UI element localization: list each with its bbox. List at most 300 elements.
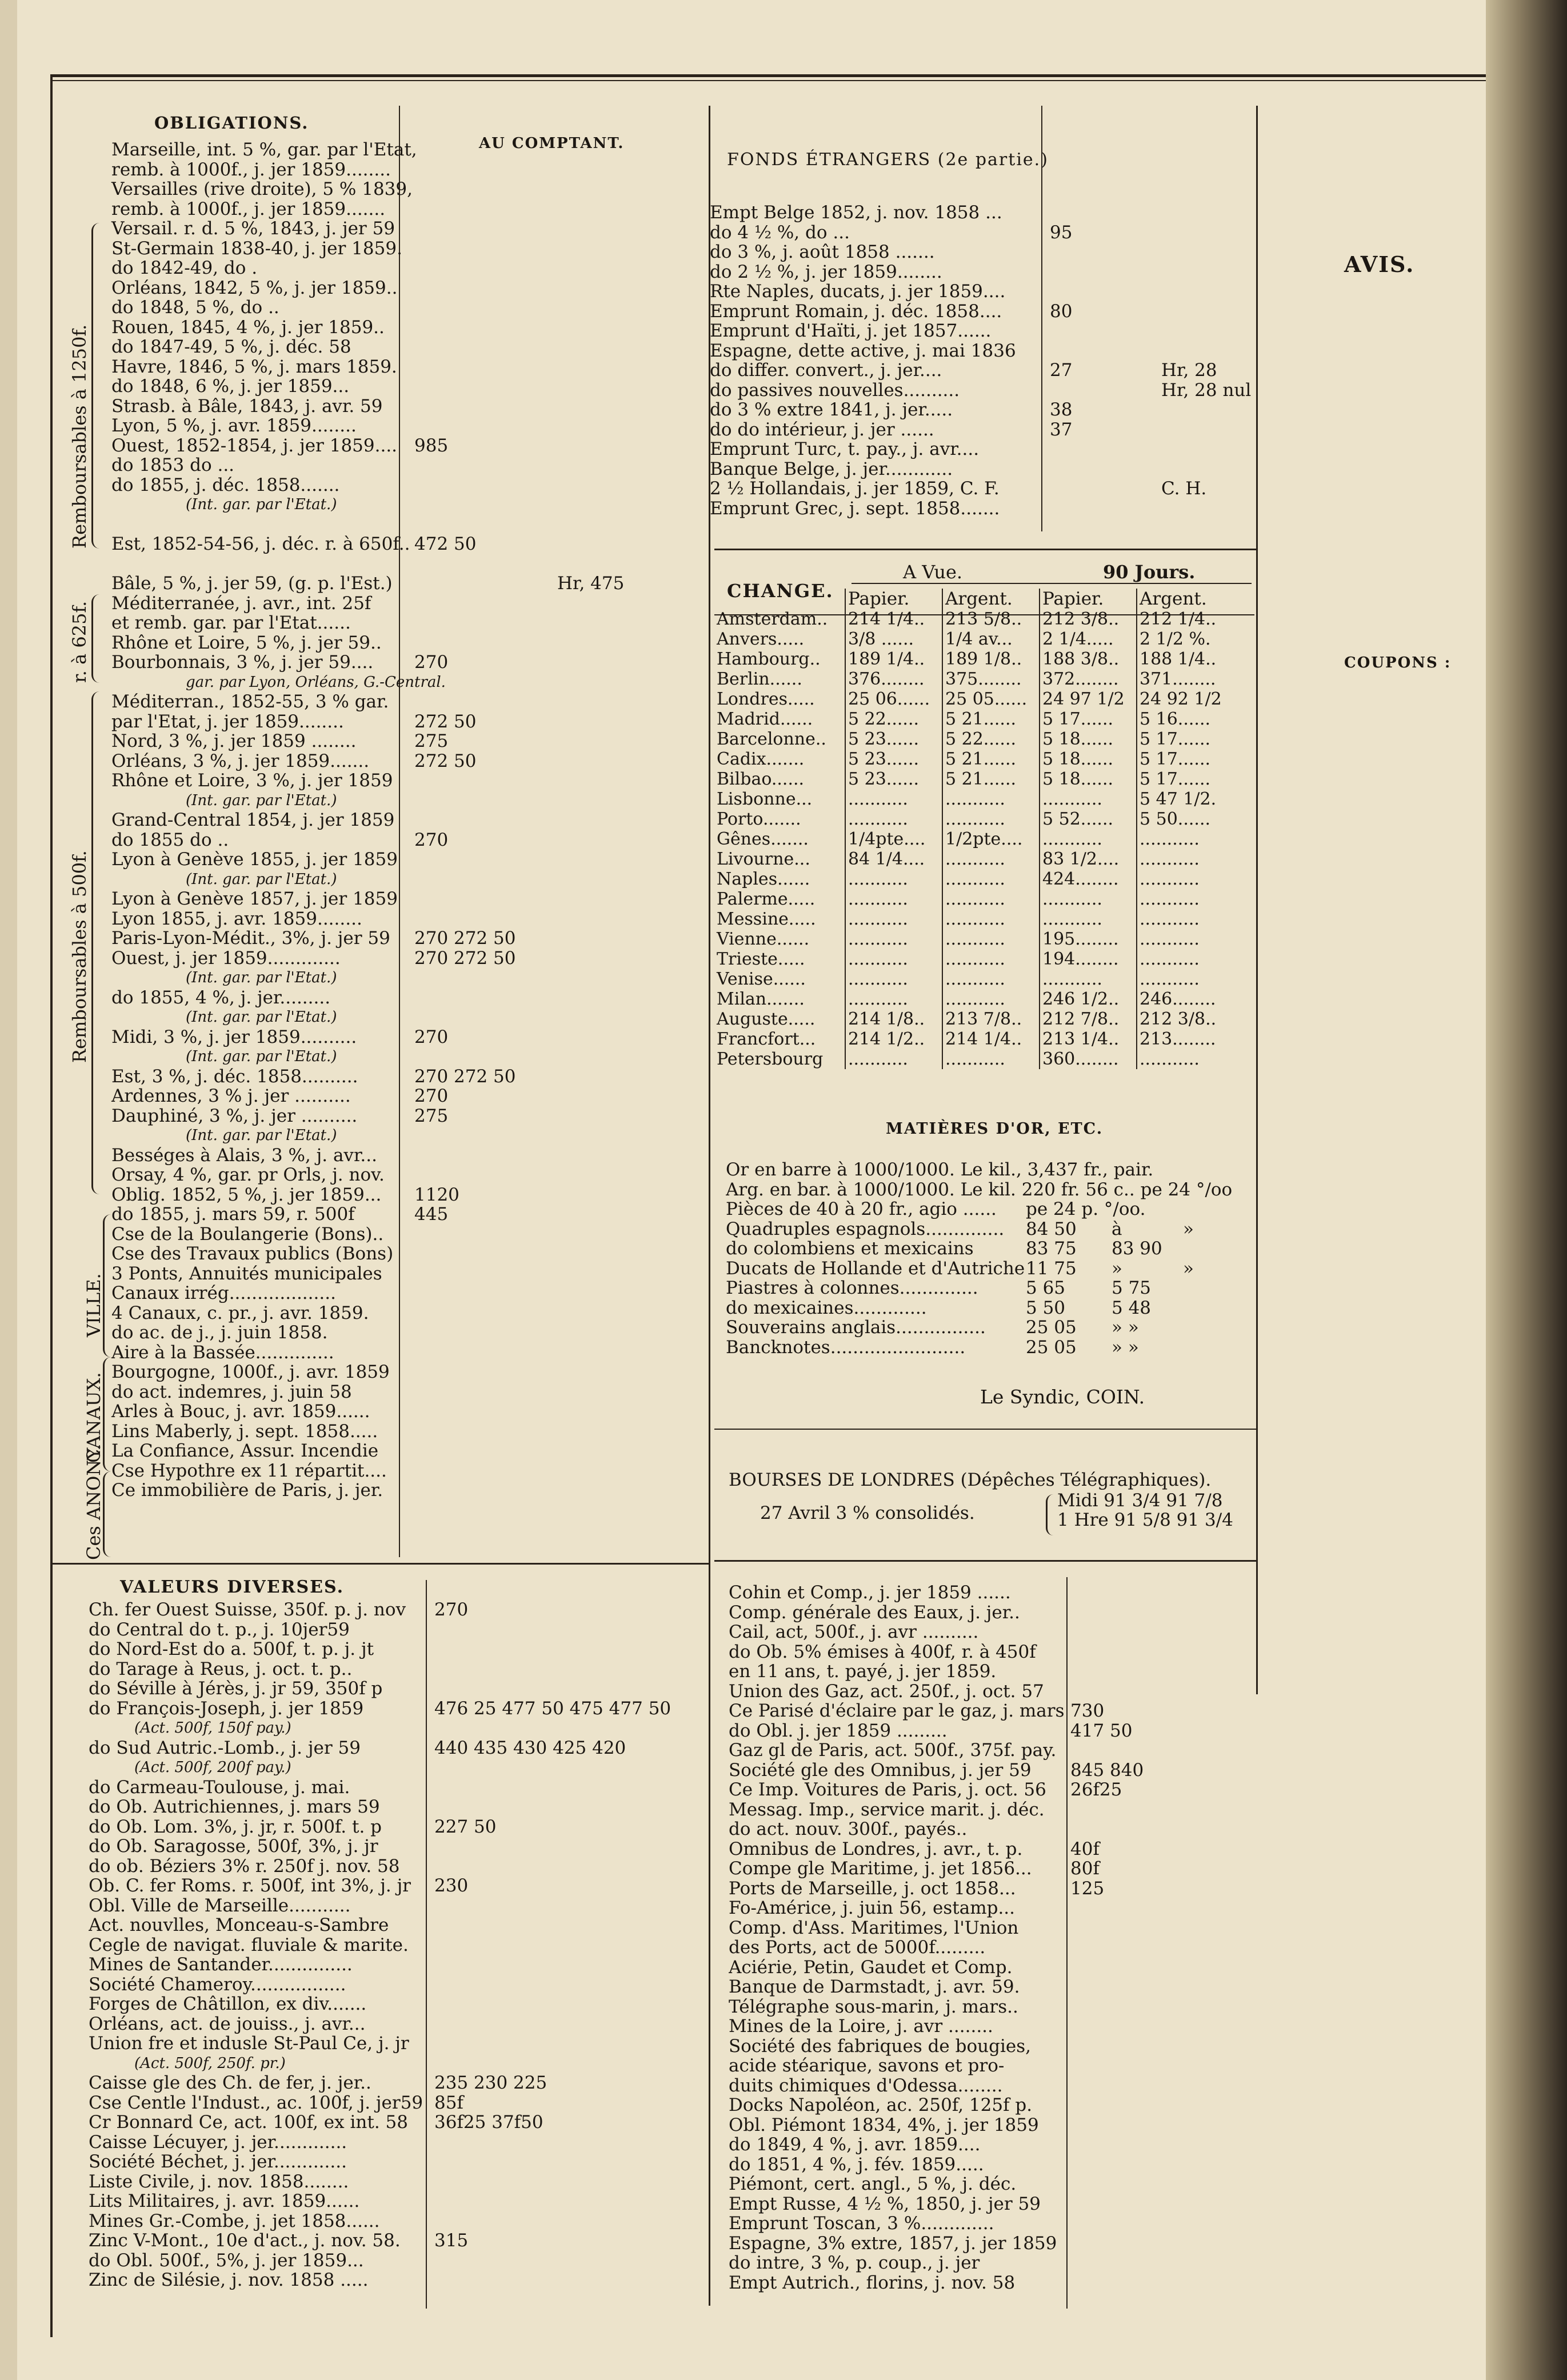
divers-row-value: 417 50 <box>1070 1721 1133 1741</box>
obligation-row-label: do 1842-49, do . <box>111 258 258 278</box>
valeur-row-label: do Obl. 500f., 5%, j. jer 1859... <box>89 2250 364 2270</box>
valeur-row-value: 235 230 225 <box>434 2073 547 2093</box>
obligation-row <box>71 692 706 712</box>
divers-row-label: Empt Autrich., florins, j. nov. 58 <box>729 2273 1016 2293</box>
obligation-row <box>71 298 706 318</box>
change-rate: 194........ <box>1040 949 1137 969</box>
change-rate: 213........ <box>1137 1029 1233 1049</box>
side-label-625: r. à 625f. <box>69 601 90 683</box>
matiere-value: » <box>1183 1258 1194 1278</box>
change-rate: ........... <box>1040 969 1137 989</box>
divers-row <box>729 2253 1254 2273</box>
change-row <box>714 909 1233 929</box>
obligation-row <box>71 574 706 594</box>
obligation-row-label: Versailles (rive droite), 5 % 1839, <box>111 179 413 199</box>
change-rate: ........... <box>942 969 1040 989</box>
change-rate: ........... <box>942 869 1040 889</box>
valeur-row-label: do Ob. Autrichiennes, j. mars 59 <box>89 1797 380 1817</box>
divers-row-label: Société gle des Omnibus, j. jer 59 <box>729 1760 1032 1780</box>
obligation-row-value: 270 272 50 <box>414 1066 516 1086</box>
change-rate: ........... <box>942 929 1040 949</box>
obligation-row-label: Paris-Lyon-Médit., 3%, j. jer 59 <box>111 929 390 949</box>
obligation-row <box>71 1461 706 1481</box>
divers-row-value: 730 <box>1070 1701 1105 1721</box>
change-row <box>714 829 1233 849</box>
change-rate: ........... <box>845 969 942 989</box>
obligation-row <box>71 1441 706 1461</box>
obligation-row <box>71 1382 706 1402</box>
obligation-row-value: 270 <box>414 1027 449 1047</box>
obligation-row-label: Rouen, 1845, 4 %, j. jer 1859.. <box>111 317 385 337</box>
divers-row-label: Compe gle Maritime, j. jet 1856... <box>729 1859 1032 1879</box>
fonds-row-label: do do intérieur, j. jer ...... <box>710 419 934 439</box>
change-rate: ........... <box>942 789 1040 809</box>
obligation-row <box>71 909 706 929</box>
obligation-row-label: Lyon, 5 %, j. avr. 1859........ <box>111 416 357 436</box>
valeur-row-label: Société Chameroy................. <box>89 1974 346 1994</box>
change-rate: 5 21...... <box>942 749 1040 769</box>
change-rate: 246 1/2.. <box>1040 989 1137 1009</box>
change-rate: 372........ <box>1040 669 1137 689</box>
obligation-row-label: Dauphiné, 3 %, j. jer .......... <box>111 1106 358 1126</box>
divers-row <box>729 2174 1254 2194</box>
obligation-row <box>71 534 706 554</box>
obligation-row <box>71 1343 706 1363</box>
divers-row-label: Obl. Piémont 1834, 4%, j. jer 1859 <box>729 2115 1039 2135</box>
divers-row-label: Ce Parisé d'éclaire par le gaz, j. mars <box>729 1701 1065 1721</box>
fonds-row <box>710 282 1253 302</box>
fonds-row-label: 2 ½ Hollandais, j. jer 1859, C. F. <box>710 479 1000 499</box>
valeur-row-label: Caisse Lécuyer, j. jer............. <box>89 2132 347 2152</box>
change-rate: ........... <box>1137 869 1233 889</box>
change-rate: ........... <box>1040 829 1137 849</box>
obligation-row-label: Rhône et Loire, 3 %, j. jer 1859 <box>111 771 393 791</box>
divers-row <box>729 2234 1254 2254</box>
divers-row-label: Empt Russe, 4 ½ %, 1850, j. jer 59 <box>729 2194 1041 2214</box>
fonds-row-label: Banque Belge, j. jer............ <box>710 459 953 479</box>
fonds-etrangers-title: FONDS ÉTRANGERS (2e partie.) <box>727 150 1049 170</box>
matiere-row <box>726 1239 1252 1259</box>
fonds-row-extra: Hr, 28 nul <box>1161 380 1252 400</box>
divers-row-label: Espagne, 3% extre, 1857, j. jer 1859 <box>729 2233 1057 2253</box>
change-row <box>714 769 1233 789</box>
change-rate: 5 22...... <box>845 709 942 729</box>
obligation-row-value: 270 272 50 <box>414 929 516 949</box>
change-rate: 5 18...... <box>1040 749 1137 769</box>
obligation-row <box>71 1362 706 1382</box>
valeur-row-label: Lits Militaires, j. avr. 1859...... <box>89 2191 360 2211</box>
change-place: Messine..... <box>717 909 816 929</box>
change-rate: ........... <box>845 869 942 889</box>
change-place: Lisbonne... <box>717 789 813 809</box>
change-rate: ........... <box>845 789 942 809</box>
change-title: CHANGE. <box>727 580 834 602</box>
valeur-row-label: Société Béchet, j. jer............. <box>89 2152 347 2172</box>
change-row <box>714 1029 1233 1049</box>
change-place: Naples...... <box>717 869 810 889</box>
change-rate: 188 1/4.. <box>1137 649 1233 669</box>
fonds-row-label: Emprunt Grec, j. sept. 1858....... <box>710 498 1000 518</box>
divers-row <box>729 1997 1254 2017</box>
change-rate: 195........ <box>1040 929 1137 949</box>
fonds-row <box>710 262 1253 282</box>
obligation-row-label: Ardennes, 3 % j. jer .......... <box>111 1086 351 1106</box>
obligation-row-label: Orléans, 3 %, j. jer 1859....... <box>111 751 370 771</box>
obligation-row-label: Marseille, int. 5 %, gar. par l'Etat, <box>111 140 417 160</box>
change-rate: 212 3/8.. <box>1040 609 1137 629</box>
obligation-row-value: 445 <box>414 1205 449 1225</box>
obligation-row <box>71 810 706 830</box>
obligation-row-label: (Int. gar. par l'Etat.) <box>186 1009 337 1026</box>
valeur-row-label: do Sud Autric.-Lomb., j. jer 59 <box>89 1738 361 1758</box>
change-place: Bilbao...... <box>717 769 805 789</box>
divers-row <box>729 1879 1254 1899</box>
obligation-row-label: Cse des Travaux publics (Bons) <box>111 1244 394 1264</box>
change-rate: ........... <box>845 989 942 1009</box>
change-rate: 5 22...... <box>942 729 1040 749</box>
divers-row-label: en 11 ans, t. payé, j. jer 1859. <box>729 1662 997 1682</box>
matiere-label: Ducats de Hollande et d'Autriche <box>726 1258 1025 1278</box>
matiere-row <box>726 1318 1252 1338</box>
change-rate: 212 1/4.. <box>1137 609 1233 629</box>
obligation-row-label: 4 Canaux, c. pr., j. avr. 1859. <box>111 1303 369 1323</box>
matiere-value: pe 24 p. °/oo. <box>1026 1199 1146 1219</box>
divers-row-label: Télégraphe sous-marin, j. mars.. <box>729 1997 1018 2017</box>
top-rule <box>51 74 1486 77</box>
change-rate: 213 7/8.. <box>942 1009 1040 1029</box>
valeur-row-label: Mines Gr.-Combe, j. jet 1858...... <box>89 2211 380 2231</box>
matiere-value: 11 75 <box>1026 1258 1077 1278</box>
valeur-row <box>89 1778 706 1798</box>
change-row <box>714 809 1233 829</box>
change-place: Berlin...... <box>717 669 802 689</box>
change-place: Venise...... <box>717 969 806 989</box>
side-label-500: Remboursables à 500f. <box>69 850 90 1063</box>
fonds-row-value: 37 <box>1050 419 1073 439</box>
obligation-row <box>71 653 706 673</box>
change-rate: 188 3/8.. <box>1040 649 1137 669</box>
obligation-row-value: 272 50 <box>414 751 477 771</box>
divers-row <box>729 2115 1254 2135</box>
obligation-row <box>71 1165 706 1185</box>
obligation-row <box>71 1007 706 1027</box>
obligations-list <box>71 140 706 1501</box>
obligation-row-label: remb. à 1000f., j. jer 1859....... <box>111 199 386 219</box>
fonds-row <box>710 420 1253 440</box>
obligation-row-value: 270 <box>414 653 449 673</box>
valeur-row <box>89 1837 706 1857</box>
matiere-row <box>726 1160 1252 1180</box>
obligation-row-label: Bességes à Alais, 3 %, j. avr... <box>111 1145 377 1165</box>
divers-row-value: 26f25 <box>1070 1780 1122 1800</box>
change-place: Anvers..... <box>717 629 805 649</box>
obligation-row-label: (Int. gar. par l'Etat.) <box>186 870 337 888</box>
matiere-value: à <box>1112 1219 1122 1239</box>
change-rate: 5 52...... <box>1040 809 1137 829</box>
obligation-row <box>71 633 706 653</box>
obligation-row-value: 472 50 <box>414 534 477 554</box>
obligation-row-label: do 1848, 5 %, do .. <box>111 298 279 318</box>
divers-row-label: Docks Napoléon, ac. 250f, 125f p. <box>729 2095 1033 2115</box>
change-rate: 375........ <box>942 669 1040 689</box>
change-rate: 360........ <box>1040 1049 1137 1069</box>
divers-row <box>729 2056 1254 2076</box>
obligation-row <box>71 1264 706 1284</box>
fonds-row-label: do differ. convert., j. jer.... <box>710 361 942 381</box>
fonds-row <box>710 439 1253 459</box>
obligation-row <box>71 1067 706 1087</box>
divers-row-label: do act. nouv. 300f., payés.. <box>729 1819 968 1839</box>
matiere-label: Arg. en bar. à 1000/1000. Le kil. 220 fr. 56 c.. pe 24 °/oo <box>726 1179 1233 1199</box>
obligation-row-label: (Int. gar. par l'Etat.) <box>186 1127 337 1144</box>
valeur-row-label: (Act. 500f, 250f. pr.) <box>134 2054 286 2072</box>
fonds-row <box>710 459 1253 479</box>
divers-row-label: Piémont, cert. angl., 5 %, j. déc. <box>729 2174 1017 2194</box>
fonds-row <box>710 381 1253 401</box>
valeur-row-label: Cegle de navigat. fluviale & marite. <box>89 1935 409 1955</box>
obligation-row <box>71 1422 706 1442</box>
change-rate: 24 97 1/2 <box>1040 689 1137 709</box>
obligation-row-value: 985 <box>414 435 449 455</box>
change-rate: 5 17...... <box>1137 729 1233 749</box>
change-subheader-papier-vue: Papier. <box>845 589 942 609</box>
valeur-row <box>89 1797 706 1817</box>
valeur-row <box>89 1994 706 2014</box>
obligation-row-label: gar. par Lyon, Orléans, G.-Central. <box>186 673 446 691</box>
change-rate: 5 23...... <box>845 729 942 749</box>
change-row <box>714 689 1233 709</box>
change-rate: 5 16...... <box>1137 709 1233 729</box>
valeur-row-value: 270 <box>434 1600 469 1620</box>
obligation-row <box>71 988 706 1008</box>
matiere-value: 83 75 <box>1026 1239 1077 1259</box>
obligation-row <box>71 1244 706 1264</box>
valeur-row <box>89 1679 706 1699</box>
obligation-row <box>71 613 706 633</box>
obligation-row-label: do ac. de j., j. juin 1858. <box>111 1323 328 1343</box>
divers-row-label: Société des fabriques de bougies, <box>729 2036 1031 2056</box>
divers-row-label: acide stéarique, savons et pro- <box>729 2056 1005 2076</box>
obligation-row <box>71 515 706 535</box>
matiere-value: 83 90 <box>1112 1239 1162 1259</box>
obligation-row-label: Grand-Central 1854, j. jer 1859 <box>111 810 395 830</box>
obligation-row-label: Strasb. à Bâle, 1843, j. avr. 59 <box>111 396 383 416</box>
obligation-row <box>71 791 706 811</box>
change-rate: 24 92 1/2 <box>1137 689 1233 709</box>
divers-row-label: Comp. générale des Eaux, j. jer.. <box>729 1602 1020 1622</box>
valeur-row <box>89 2191 706 2211</box>
fonds-row-label: do 4 ½ %, do ... <box>710 222 850 242</box>
change-rate: 424........ <box>1040 869 1137 889</box>
change-rate: ........... <box>942 1049 1040 1069</box>
change-subheader-row <box>714 589 1233 609</box>
au-comptant-header: AU COMPTANT. <box>479 135 625 152</box>
valeur-row-value: 230 <box>434 1876 469 1896</box>
valeur-row <box>89 2073 706 2093</box>
fonds-row-extra: C. H. <box>1161 479 1207 499</box>
obligation-row-label: Bourgogne, 1000f., j. avr. 1859 <box>111 1362 390 1382</box>
valeur-row <box>89 1639 706 1659</box>
change-rate: ........... <box>1137 829 1233 849</box>
obligation-row-label: Aire à la Bassée.............. <box>111 1342 334 1362</box>
change-rate: ........... <box>845 889 942 909</box>
matiere-row <box>726 1219 1252 1239</box>
obligation-row-label: (Int. gar. par l'Etat.) <box>186 969 337 986</box>
obligation-row <box>71 495 706 515</box>
divers-row <box>729 1859 1254 1879</box>
divers-row <box>729 1839 1254 1859</box>
obligation-row <box>71 594 706 614</box>
valeur-row-label: Caisse gle des Ch. de fer, j. jer.. <box>89 2073 371 2093</box>
change-rate: 1/4pte.... <box>845 829 942 849</box>
change-row <box>714 609 1233 629</box>
valeur-row <box>89 2093 706 2113</box>
obligation-row <box>71 850 706 870</box>
divers-row <box>729 2095 1254 2115</box>
valeur-row-value: 315 <box>434 2231 469 2251</box>
change-rate: 371........ <box>1137 669 1233 689</box>
divers-row <box>729 1938 1254 1958</box>
matiere-label: Souverains anglais................ <box>726 1318 986 1338</box>
valeur-row <box>89 1738 706 1758</box>
change-row <box>714 1049 1233 1069</box>
top-rule-thin <box>51 80 1486 81</box>
valeur-row-value: 227 50 <box>434 1817 497 1837</box>
matiere-label: do colombiens et mexicains <box>726 1239 974 1259</box>
fonds-row-label: Espagne, dette active, j. mai 1836 <box>710 341 1016 361</box>
obligation-row <box>71 830 706 850</box>
valeur-row <box>89 2034 706 2054</box>
obligation-row-label: Canaux irrég................... <box>111 1283 336 1303</box>
londres-title: BOURSES DE LONDRES (Dépêches Télégraphiques). <box>729 1470 1212 1490</box>
divers-row <box>729 1958 1254 1978</box>
coupons-header: COUPONS : <box>1344 654 1452 671</box>
obligation-row <box>71 1106 706 1126</box>
change-subheader-argent-vue: Argent. <box>942 589 1040 609</box>
valeur-row-label: do Ob. Lom. 3%, j. jr, r. 500f. t. p <box>89 1817 382 1837</box>
divers-row <box>729 1583 1254 1603</box>
change-rate: 5 21...... <box>942 769 1040 789</box>
obligation-row-label: do 1855, 4 %, j. jer......... <box>111 987 331 1007</box>
valeur-row-label: Ob. C. fer Roms. r. 500f, int 3%, j. jr <box>89 1876 411 1896</box>
valeur-row <box>89 1876 706 1896</box>
valeur-row-label: do Séville à Jérès, j. jr 59, 350f p <box>89 1679 383 1699</box>
obligation-row-label: Rhône et Loire, 5 %, j. jer 59.. <box>111 633 382 653</box>
obligation-row <box>71 455 706 475</box>
change-rate: 212 7/8.. <box>1040 1009 1137 1029</box>
change-place: Londres..... <box>717 689 815 709</box>
obligation-row-value: 275 <box>414 1106 449 1126</box>
obligation-row <box>71 179 706 199</box>
fonds-row-label: Emprunt Turc, t. pay., j. avr.... <box>710 439 980 459</box>
matiere-value: 5 65 <box>1026 1278 1066 1298</box>
divers-row <box>729 1682 1254 1702</box>
section-rule-right-b <box>714 1429 1256 1430</box>
divers-row-label: Mines de la Loire, j. avr ........ <box>729 2017 993 2037</box>
matiere-row <box>726 1298 1252 1318</box>
matiere-row <box>726 1338 1252 1358</box>
matiere-value: 25 05 <box>1026 1318 1077 1338</box>
change-place: Petersbourg <box>717 1049 824 1069</box>
valeur-row-value: 85f <box>434 2093 463 2113</box>
divers-row-label: Fo-Américe, j. juin 56, estamp... <box>729 1898 1016 1918</box>
change-rate: 5 23...... <box>845 769 942 789</box>
matiere-value: 84 50 <box>1026 1219 1077 1239</box>
change-rate: ........... <box>942 909 1040 929</box>
divers-row <box>729 2273 1254 2293</box>
valeur-row <box>89 1975 706 1995</box>
side-label-anony: Ces ANONY. <box>83 1444 105 1560</box>
change-rate: 5 18...... <box>1040 729 1137 749</box>
valeur-row <box>89 2172 706 2192</box>
obligation-row-extra: Hr, 475 <box>557 574 625 594</box>
change-row <box>714 789 1233 809</box>
divers-row-label: do Obl. j. jer 1859 ......... <box>729 1721 948 1741</box>
obligation-row-label: Lyon à Genève 1855, j. jer 1859 <box>111 850 398 870</box>
fonds-row <box>710 400 1253 420</box>
obligation-row-label: Lyon à Genève 1857, j. jer 1859 <box>111 889 398 909</box>
divers-row <box>729 1603 1254 1623</box>
obligation-row-label: do 1855, j. mars 59, r. 500f <box>111 1205 355 1225</box>
obligation-row-label: Arles à Bouc, j. avr. 1859...... <box>111 1402 370 1422</box>
divers-row-label: Ports de Marseille, j. oct 1858... <box>729 1878 1016 1898</box>
change-row <box>714 709 1233 729</box>
obligation-row <box>71 278 706 298</box>
obligation-row <box>71 239 706 259</box>
matiere-label: Quadruples espagnols.............. <box>726 1219 1005 1239</box>
avis-header: AVIS. <box>1344 251 1415 277</box>
valeur-row <box>89 2133 706 2153</box>
change-rate: ........... <box>942 849 1040 869</box>
valeur-row <box>89 1857 706 1877</box>
obligation-row-value: 1120 <box>414 1185 459 1205</box>
obligation-row-label: Havre, 1846, 5 %, j. mars 1859. <box>111 357 397 377</box>
valeur-row <box>89 1699 706 1719</box>
obligation-row-label: Cse Hypothre ex 11 répartit.... <box>111 1461 387 1481</box>
change-row <box>714 1009 1233 1029</box>
fonds-row-label: Emprunt d'Haïti, j. jet 1857...... <box>710 321 992 341</box>
obligation-row <box>71 1481 706 1501</box>
divers-row <box>729 1898 1254 1918</box>
matiere-value: » » <box>1112 1337 1139 1357</box>
divers-row-label: Omnibus de Londres, j. avr., t. p. <box>729 1839 1023 1859</box>
change-rate: 84 1/4.... <box>845 849 942 869</box>
obligation-row-label: (Int. gar. par l'Etat.) <box>186 496 337 513</box>
obligation-row-label: 3 Ponts, Annuités municipales <box>111 1263 382 1283</box>
matiere-value: 5 50 <box>1026 1298 1066 1318</box>
change-place: Madrid...... <box>717 709 813 729</box>
obligation-row <box>71 318 706 338</box>
valeur-row-value: 440 435 430 425 420 <box>434 1738 626 1758</box>
valeur-row <box>89 1758 706 1778</box>
valeur-row-label: do Carmeau-Toulouse, j. mai. <box>89 1777 350 1797</box>
fonds-row-extra: Hr, 28 <box>1161 361 1217 381</box>
divers-row-label: Ce Imp. Voitures de Paris, j. oct. 56 <box>729 1780 1046 1800</box>
change-rate: 213 1/4.. <box>1040 1029 1137 1049</box>
obligation-row <box>71 475 706 495</box>
obligation-row <box>71 949 706 969</box>
change-rate: 213 5/8.. <box>942 609 1040 629</box>
fonds-etrangers-list <box>710 203 1253 518</box>
valeur-row-label: do Nord-Est do a. 500f, t. p. j. jt <box>89 1639 374 1659</box>
change-rate: 212 3/8.. <box>1137 1009 1233 1029</box>
change-row <box>714 629 1233 649</box>
left-rule <box>50 74 53 2337</box>
divers-row-label: Gaz gl de Paris, act. 500f., 375f. pay. <box>729 1741 1057 1761</box>
obligation-row-label: St-Germain 1838-40, j. jer 1859. <box>111 238 402 258</box>
change-rate: 189 1/8.. <box>942 649 1040 669</box>
obligation-row-label: remb. à 1000f., j. jer 1859........ <box>111 159 391 179</box>
